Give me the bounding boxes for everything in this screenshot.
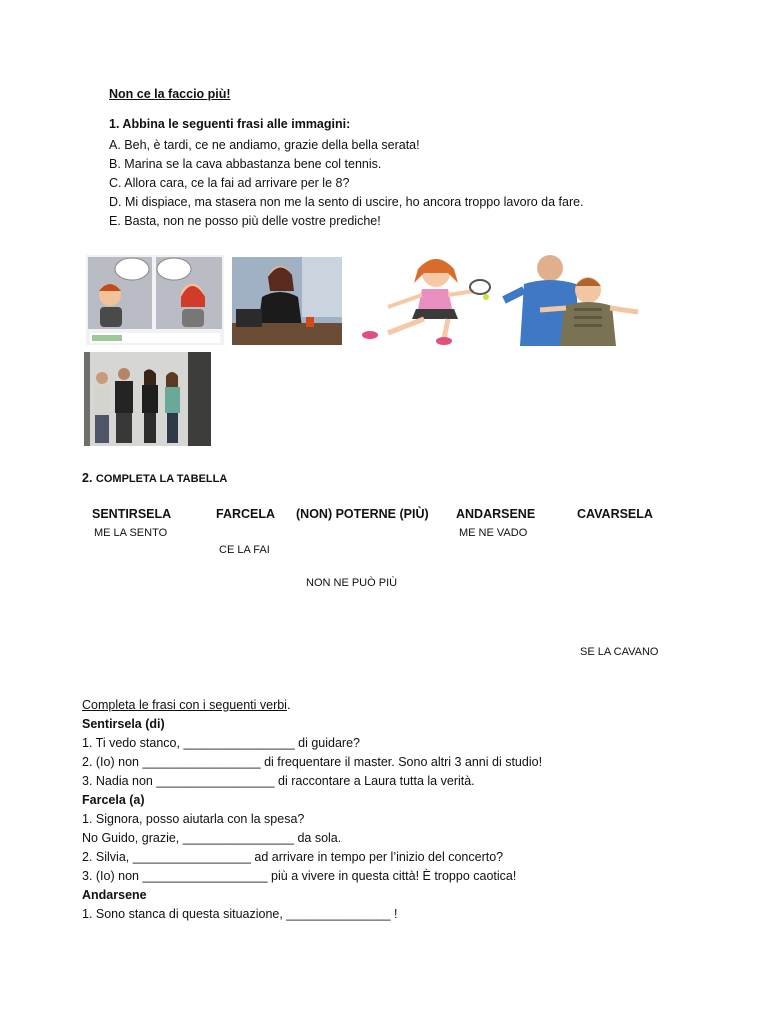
table-cell-cavarsela: SE LA CAVANO bbox=[580, 646, 659, 658]
group-saying-goodbye-image bbox=[84, 352, 211, 446]
exercise-line: 1. Sono stanca di questa situazione, _______________ ! bbox=[82, 907, 398, 921]
exercise-2-title: COMPLETA LA TABELLA bbox=[95, 473, 228, 485]
exercise-1-sentences bbox=[109, 136, 584, 231]
father-scolding-boy-image bbox=[500, 250, 644, 346]
phone-call-cartoon-image bbox=[86, 255, 224, 345]
exercise-line: 2. (Io) non _________________ di frequentare il master. Sono altri 3 anni di studio! bbox=[82, 755, 543, 769]
exercise-3-heading bbox=[82, 698, 290, 712]
exercise-3-title: Completa le frasi con i seguenti verbi bbox=[82, 698, 287, 712]
sentence-d: D. Mi dispiace, ma stasera non me la sento di uscire, ho ancora troppo lavoro da fare. bbox=[109, 195, 584, 209]
exercise-2-heading bbox=[82, 471, 227, 485]
table-cell-farcela: CE LA FAI bbox=[219, 544, 270, 556]
sentence-a: A. Beh, è tardi, ce ne andiamo, grazie della bella serata! bbox=[109, 138, 420, 152]
exercise-line: 1. Ti vedo stanco, ________________ di guidare? bbox=[82, 736, 361, 750]
table-header-sentirsela: SENTIRSELA bbox=[92, 507, 172, 521]
table-cell-sentirsela: ME LA SENTO bbox=[94, 527, 168, 539]
woman-on-phone-at-desk-image bbox=[232, 257, 342, 345]
exercise-3-body bbox=[82, 715, 542, 924]
sentence-c: C. Allora cara, ce la fai ad arrivare per le 8? bbox=[109, 176, 350, 190]
table-cell-andarsene: ME NE VADO bbox=[459, 527, 528, 539]
table-header-farcela: FARCELA bbox=[216, 507, 276, 521]
exercise-line: No Guido, grazie, ________________ da sola. bbox=[82, 831, 342, 845]
page-title: Non ce la faccio più! bbox=[109, 87, 231, 101]
table-cell-poterne: NON NE PUÒ PIÙ bbox=[306, 577, 398, 589]
table-header-poterne: (NON) POTERNE (PIÙ) bbox=[296, 507, 429, 521]
exercise-1-heading: 1. Abbina le seguenti frasi alle immagini: bbox=[109, 117, 351, 131]
exercise-line: 2. Silvia, _________________ ad arrivare in tempo per l’inizio del concerto? bbox=[82, 850, 504, 864]
section-title-andarsene: Andarsene bbox=[82, 888, 147, 902]
sentence-b: B. Marina se la cava abbastanza bene col tennis. bbox=[109, 157, 382, 171]
exercise-line: 3. Nadia non _________________ di raccontare a Laura tutta la verità. bbox=[82, 774, 475, 788]
exercise-line: 3. (Io) non __________________ più a vivere in questa città! È troppo caotica! bbox=[82, 869, 517, 883]
section-title-farcela: Farcela (a) bbox=[82, 793, 145, 807]
exercise-line: 1. Signora, posso aiutarla con la spesa? bbox=[82, 812, 305, 826]
exercise-2-number: 2. bbox=[82, 471, 93, 485]
sentence-e: E. Basta, non ne posso più delle vostre prediche! bbox=[109, 214, 381, 228]
table-header-andarsene: ANDARSENE bbox=[456, 507, 536, 521]
table-header-cavarsela: CAVARSELA bbox=[577, 507, 653, 521]
exercise-3-title-dot: . bbox=[286, 698, 291, 712]
girl-playing-tennis-image bbox=[348, 253, 496, 345]
section-title-sentirsela: Sentirsela (di) bbox=[82, 717, 165, 731]
